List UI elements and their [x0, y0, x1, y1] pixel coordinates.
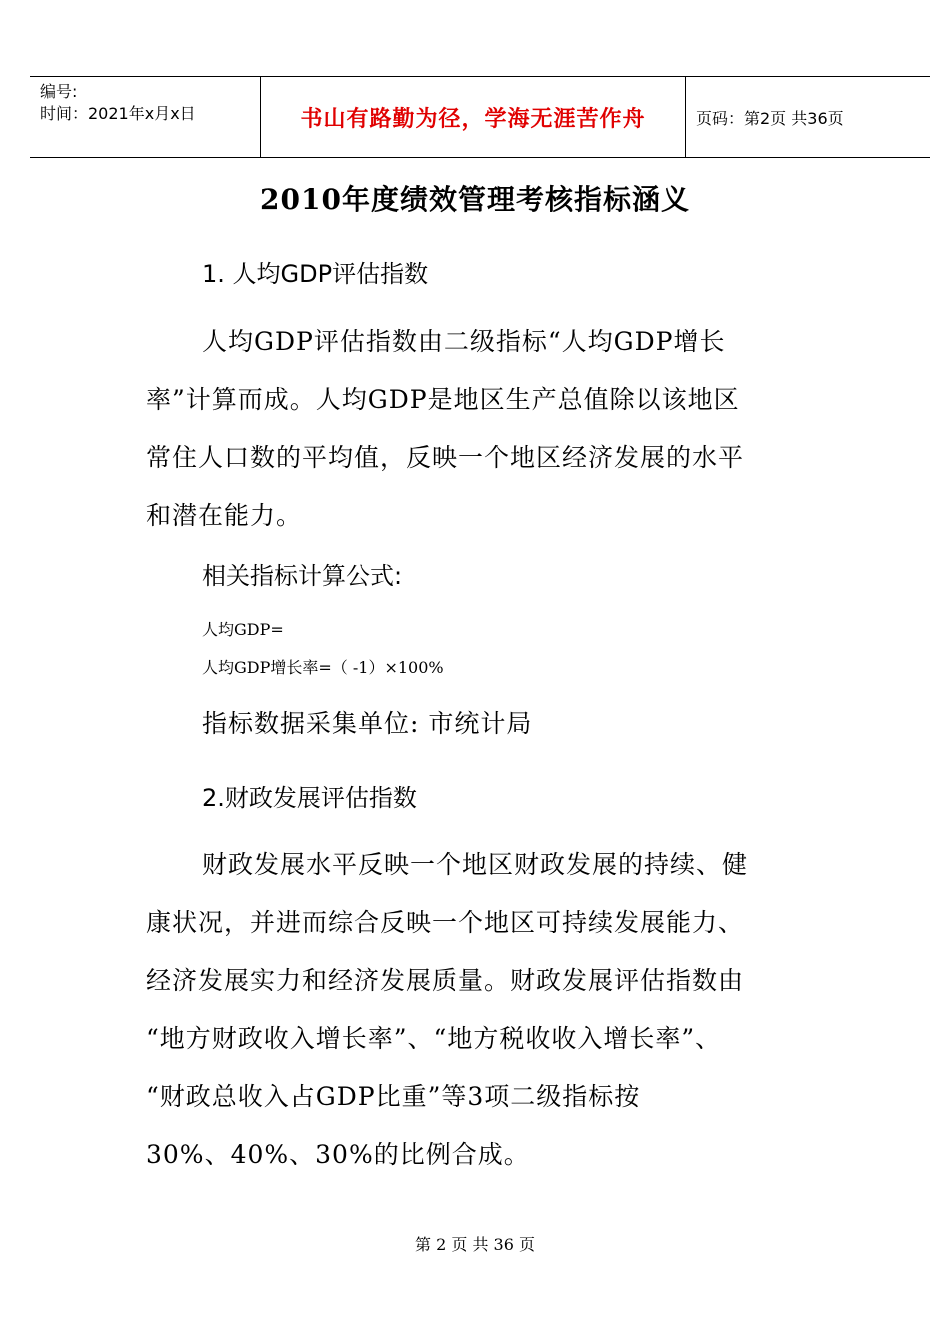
document-title: 2010年度绩效管理考核指标涵义	[260, 183, 690, 216]
data-collection-unit: 指标数据采集单位: 市统计局	[202, 709, 533, 738]
section2-heading: 2.财政发展评估指数	[202, 784, 417, 812]
paragraph-line: 常住人口数的平均值，反映一个地区经济发展的水平	[146, 443, 745, 472]
section1-heading: 1. 人均GDP评估指数	[202, 260, 429, 288]
page-header	[30, 76, 930, 158]
number-label: 编号:	[40, 82, 78, 101]
page-footer: 第 2 页 共 36 页	[415, 1235, 535, 1254]
formula-growth-rate: 人均GDP增长率=（ -1）×100%	[202, 658, 444, 677]
paragraph-line: 率”计算而成。人均GDP是地区生产总值除以该地区	[146, 385, 740, 414]
paragraph-line: 和潜在能力。	[146, 501, 303, 530]
paragraph-line: 财政发展水平反映一个地区财政发展的持续、健	[202, 850, 749, 879]
paragraph-line: 人均GDP评估指数由二级指标“人均GDP增长	[202, 327, 726, 356]
header-meta	[30, 77, 260, 157]
formula-heading: 相关指标计算公式:	[202, 562, 403, 590]
formula-per-capita-gdp: 人均GDP=	[202, 620, 284, 639]
section1-paragraph	[146, 313, 846, 545]
header-motto-cell	[260, 77, 686, 157]
paragraph-line: “地方财政收入增长率”、“地方税收收入增长率”、	[146, 1024, 722, 1053]
paragraph-line: 康状况，并进而综合反映一个地区可持续发展能力、	[146, 908, 745, 937]
motto-text: 书山有路勤为径，学海无涯苦作舟	[300, 106, 646, 132]
paragraph-line: 30%、40%、30%的比例合成。	[146, 1140, 530, 1169]
section2-paragraph	[146, 836, 846, 1184]
time-label: 时间：2021年x月x日	[40, 104, 196, 123]
header-page-info: 页码：第2页 共36页	[696, 108, 844, 128]
paragraph-line: “财政总收入占GDP比重”等3项二级指标按	[146, 1082, 641, 1111]
paragraph-line: 经济发展实力和经济发展质量。财政发展评估指数由	[146, 966, 745, 995]
